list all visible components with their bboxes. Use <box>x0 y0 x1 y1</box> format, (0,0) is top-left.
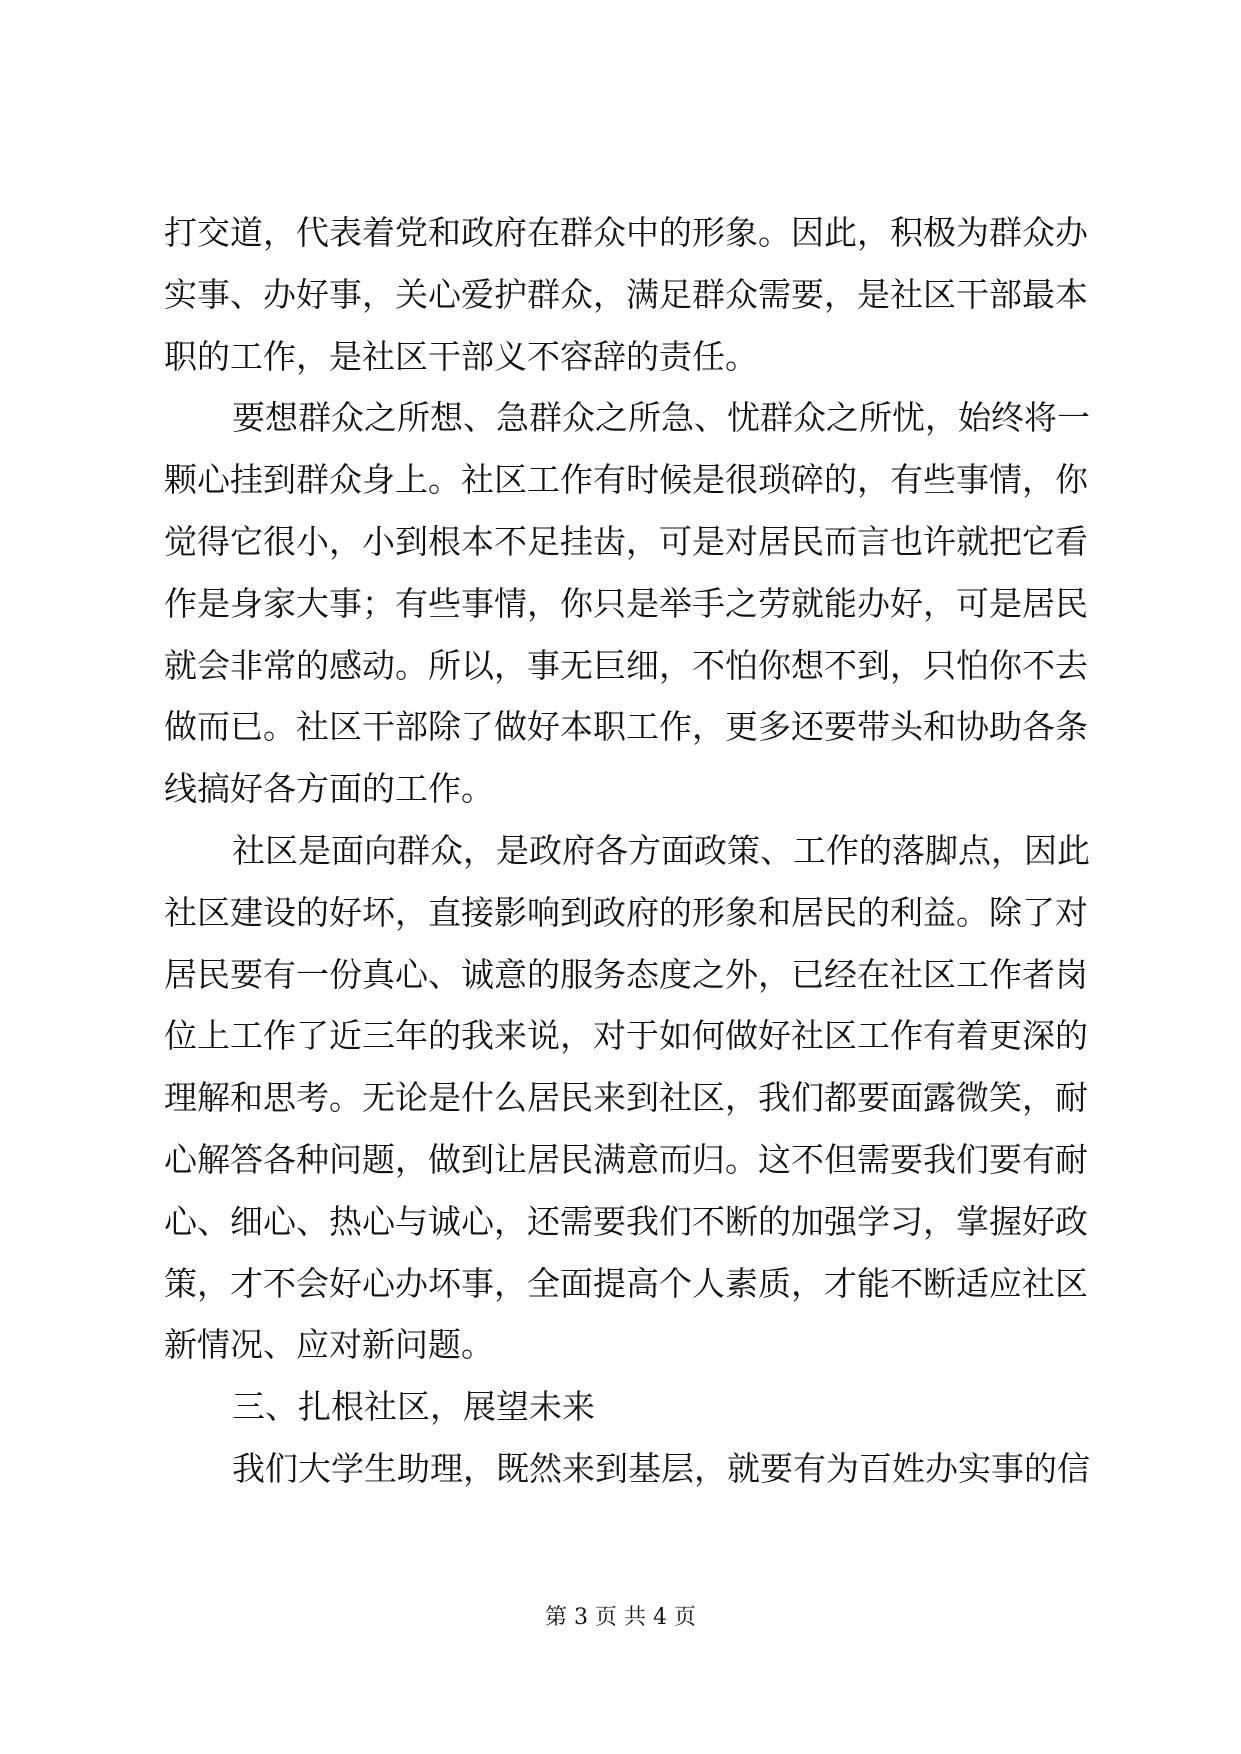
text-line: 觉得它很小，小到根本不足挂齿，可是对居民而言也许就把它看 <box>164 521 1088 561</box>
text-line: 心解答各种问题，做到让居民满意而归。这不但需要我们要有耐 <box>164 1139 1088 1179</box>
text-line: 新情况、应对新问题。 <box>164 1325 494 1365</box>
text-line: 作是身家大事；有些事情，你只是举手之劳就能办好，可是居民 <box>164 583 1088 623</box>
text-line: 居民要有一份真心、诚意的服务态度之外，已经在社区工作者岗 <box>164 954 1088 994</box>
text-line: 打交道，代表着党和政府在群众中的形象。因此，积极为群众办 <box>164 213 1088 252</box>
text-line: 颗心挂到群众身上。社区工作有时候是很琐碎的，有些事情，你 <box>164 460 1088 500</box>
body-text <box>164 202 1090 1500</box>
text-line: 策，才不会好心办坏事，全面提高个人素质，才能不断适应社区 <box>164 1263 1088 1303</box>
text-line: 社区是面向群众，是政府各方面政策、工作的落脚点，因此 <box>232 830 1090 870</box>
section-heading: 三、扎根社区，展望未来 <box>232 1387 595 1427</box>
text-line: 做而已。社区干部除了做好本职工作，更多还要带头和协助各条 <box>164 707 1088 747</box>
text-line: 线搞好各方面的工作。 <box>164 769 494 809</box>
text-line: 社区建设的好坏，直接影响到政府的形象和居民的利益。除了对 <box>164 892 1088 932</box>
text-line: 实事、办好事，关心爱护群众，满足群众需要，是社区干部最本 <box>164 274 1088 314</box>
page-footer: 第 3 页 共 4 页 <box>545 1605 696 1630</box>
text-line: 职的工作，是社区干部义不容辞的责任。 <box>164 336 758 376</box>
text-line: 我们大学生助理，既然来到基层，就要有为百姓办实事的信 <box>232 1448 1090 1488</box>
text-line: 要想群众之所想、急群众之所急、忧群众之所忧，始终将一 <box>232 398 1090 438</box>
text-line: 就会非常的感动。所以，事无巨细，不怕你想不到，只怕你不去 <box>164 645 1088 685</box>
text-line: 心、细心、热心与诚心，还需要我们不断的加强学习，掌握好政 <box>164 1201 1088 1241</box>
text-line: 理解和思考。无论是什么居民来到社区，我们都要面露微笑，耐 <box>164 1078 1088 1118</box>
text-line: 位上工作了近三年的我来说，对于如何做好社区工作有着更深的 <box>164 1016 1088 1056</box>
